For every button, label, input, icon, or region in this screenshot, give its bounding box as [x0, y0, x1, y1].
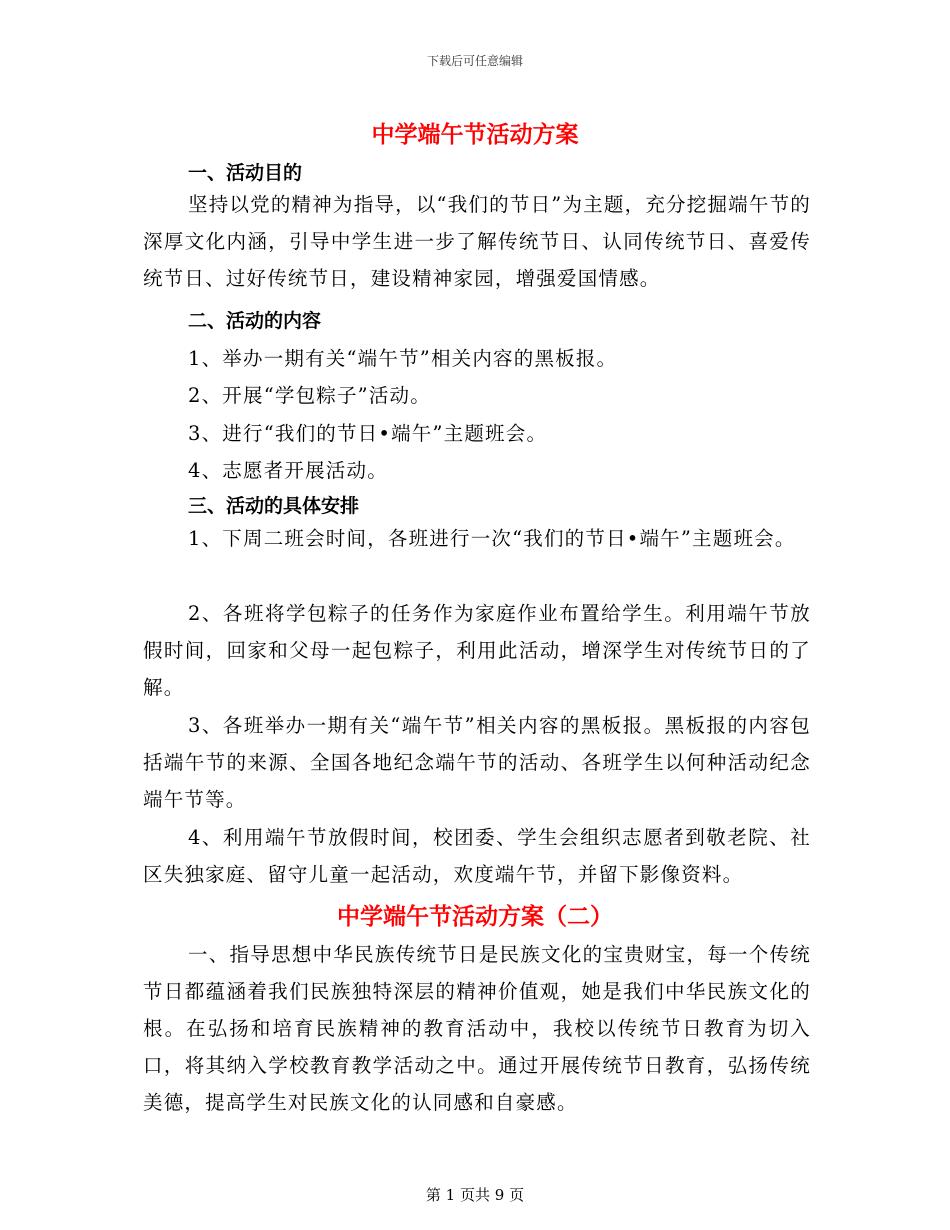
content-item-2: 2、开展“学包粽子”活动。	[188, 384, 431, 407]
purpose-paragraph: 坚持以党的精神为指导，以“我们的节日”为主题，充分挖掘端午节的深厚文化内涵，引导中学生进一步了解传统节日、认同传统节日、喜爱传统节日、过好传统节日，建设精神家园，增强爱国情感。	[143, 193, 811, 290]
content-item-3: 3、进行“我们的节日•端午”主题班会。	[188, 422, 548, 445]
arrangement-paragraph-2: 2、各班将学包粽子的任务作为家庭作业布置给学生。利用端午节放假时间，回家和父母一起包粽子，利用此活动，增深学生对传统节日的了解。	[143, 602, 811, 699]
doc-title: 中学端午节活动方案	[371, 121, 579, 148]
section-heading-purpose: 一、活动目的	[188, 162, 303, 184]
arrangement-paragraph-4: 4、利用端午节放假时间，校团委、学生会组织志愿者到敬老院、社区失独家庭、留守儿童一起活动，欢度端午节，并留下影像资料。	[143, 826, 811, 886]
arrangement-paragraph-3: 3、各班举办一期有关“端午节”相关内容的黑板报。黑板报的内容包括端午节的来源、全国各地纪念端午节的活动、各班学生以何种活动纪念端午节等。	[143, 714, 811, 811]
section-heading-content: 二、活动的内容	[188, 310, 322, 332]
content-item-1: 1、举办一期有关“端午节”相关内容的黑板报。	[188, 347, 618, 370]
content-item-4: 4、志愿者开展活动。	[188, 459, 388, 482]
section-heading-arrangement: 三、活动的具体安排	[188, 495, 360, 517]
guiding-paragraph: 一、指导思想中华民族传统节日是民族文化的宝贵财宝，每一个传统节日都蕴涵着我们民族独特深层的精神价值观，她是我们中华民族文化的根。在弘扬和培育民族精神的教育活动中，我校以传统节日教育为切入口，将其纳入学校教育教学活动之中。通过开展传统节日教育，弘扬传统美德，提高学生对民族文化的认同感和自豪感。	[143, 943, 811, 1114]
page-number: 第 1 页共 9 页	[425, 1186, 525, 1204]
header-note: 下载后可任意编辑	[426, 54, 523, 68]
arrangement-paragraph-1: 1、下周二班会时间，各班进行一次“我们的节日•端午”主题班会。	[188, 527, 796, 550]
doc-title-2: 中学端午节活动方案（二）	[337, 903, 613, 930]
